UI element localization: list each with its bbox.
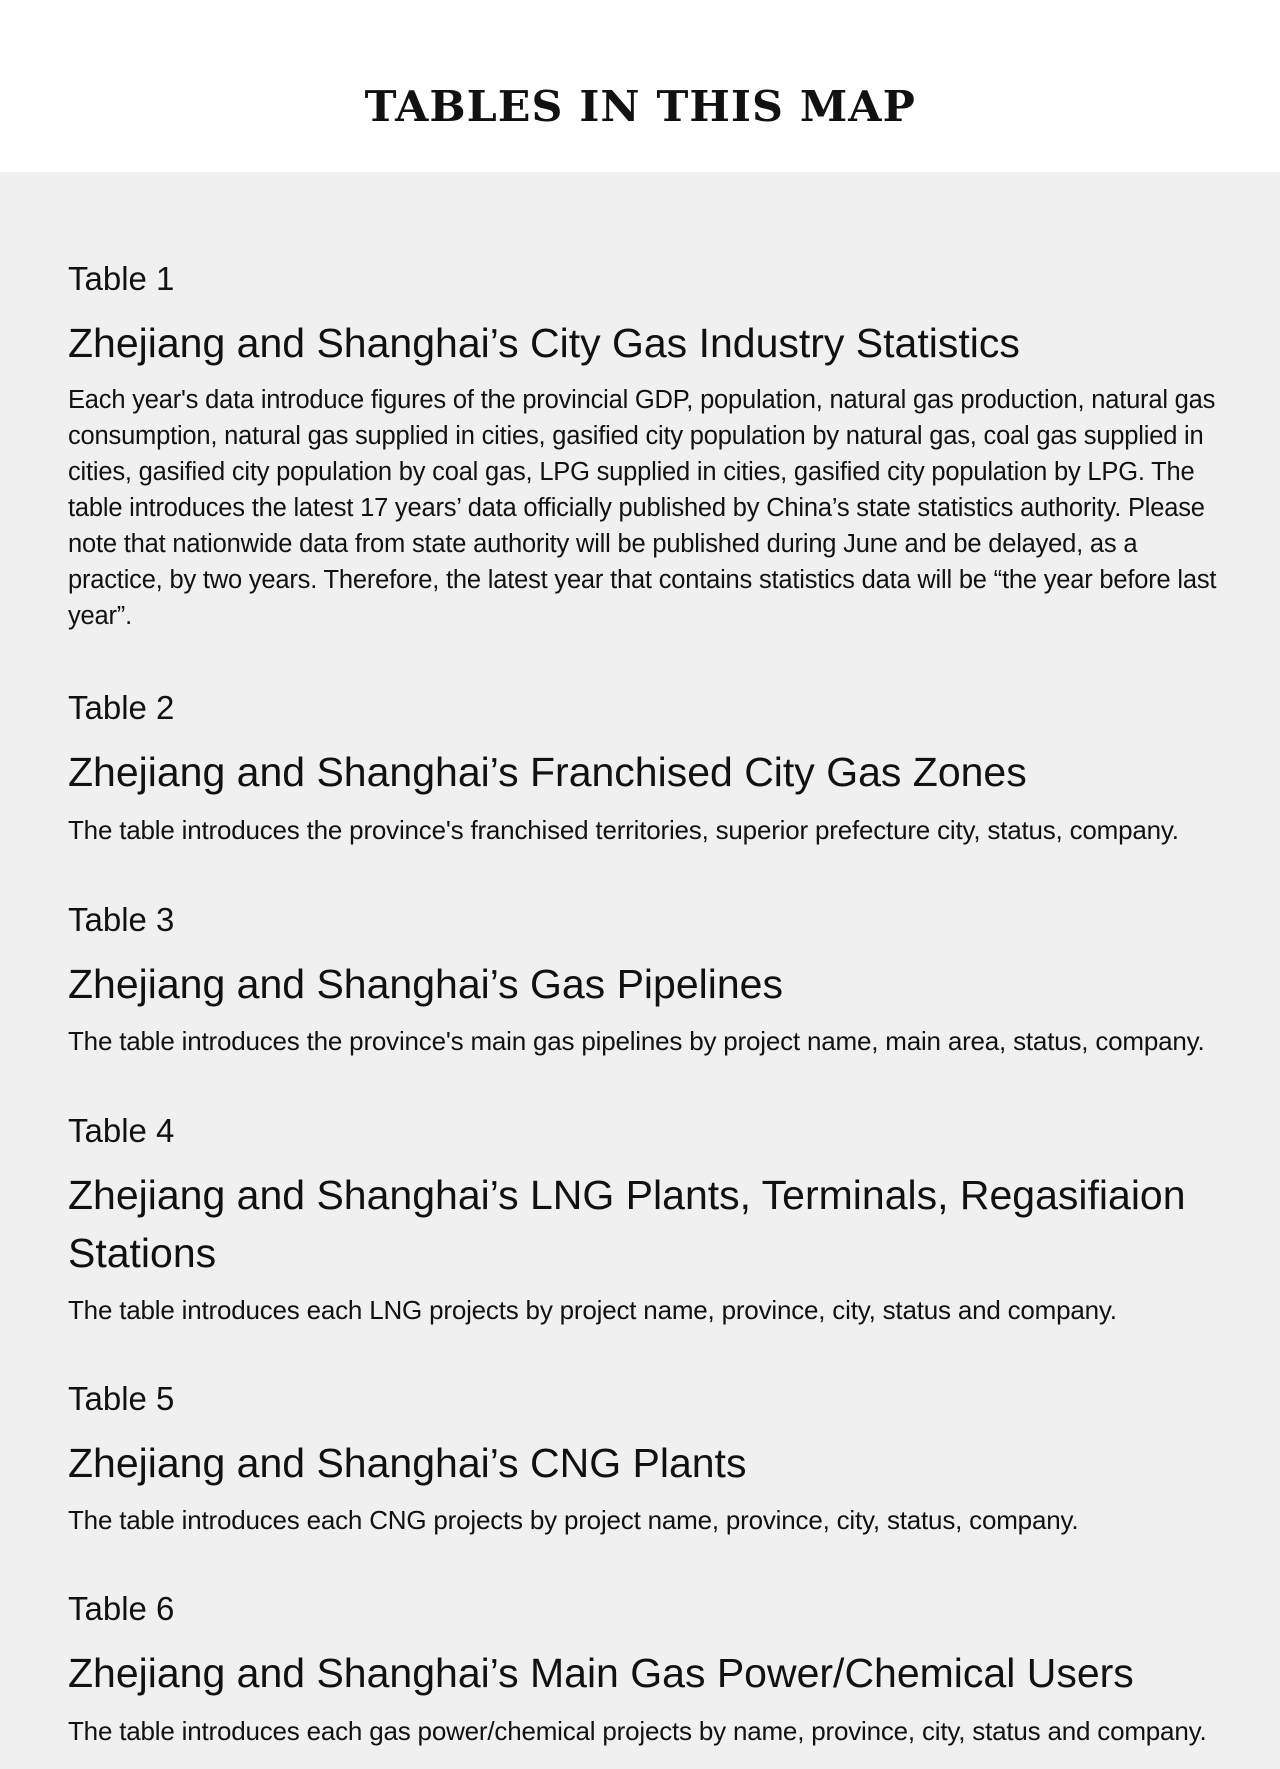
table-title: Zhejiang and Shanghai’s LNG Plants, Terminals, Regasifiaion Stations — [68, 1172, 1186, 1276]
table-entry-6 — [68, 1592, 1218, 1748]
table-number: Table 6 — [68, 1590, 175, 1628]
table-entry-2 — [68, 691, 1218, 847]
table-number: Table 3 — [68, 900, 175, 938]
page-title: TABLES IN THIS MAP — [364, 82, 916, 131]
table-entry-1 — [68, 262, 1218, 634]
table-description: Each year's data introduce figures of the provincial GDP, population, natural gas production, natural gas consumption, natural gas supplied in cities, gasified city population by natural gas, coal gas supplied in cities, gasified city population by coal gas, LPG supplied in cities, gasified city population by LPG. The table introduces the latest 17 years’ data officially published by China’s state statistics authority. Please note that nationwide data from state authority will be published during June and be delayed, as a practice, by two years. Therefore, the latest year that contains statistics data will be “the year before last year”. — [68, 386, 1217, 631]
table-title: Zhejiang and Shanghai’s Gas Pipelines — [68, 960, 783, 1007]
table-entry-3 — [68, 900, 1218, 1059]
table-number: Table 5 — [68, 1379, 175, 1417]
table-title: Zhejiang and Shanghai’s Franchised City Gas Zones — [68, 749, 1027, 796]
table-description: The table introduces the province's main gas pipelines by project name, main area, status, company. — [68, 1026, 1205, 1057]
table-description: The table introduces each LNG projects by project name, province, city, status and company. — [68, 1294, 1117, 1325]
table-title: Zhejiang and Shanghai’s City Gas Industry Statistics — [68, 320, 1020, 366]
table-description: The table introduces each CNG projects by project name, province, city, status, company. — [68, 1505, 1079, 1536]
tables-list — [0, 172, 1280, 1749]
table-number: Table 4 — [68, 1112, 175, 1150]
table-title: Zhejiang and Shanghai’s CNG Plants — [68, 1439, 747, 1486]
table-entry-4 — [68, 1114, 1218, 1328]
table-entry-5 — [68, 1379, 1218, 1538]
table-description: The table introduces each gas power/chemical projects by name, province, city, status and company. — [68, 1715, 1207, 1746]
table-description: The table introduces the province's franchised territories, superior prefecture city, status, company. — [68, 814, 1179, 845]
table-number: Table 2 — [68, 689, 175, 727]
table-number: Table 1 — [68, 260, 175, 297]
table-title: Zhejiang and Shanghai’s Main Gas Power/Chemical Users — [68, 1650, 1134, 1697]
page-header — [0, 0, 1280, 172]
